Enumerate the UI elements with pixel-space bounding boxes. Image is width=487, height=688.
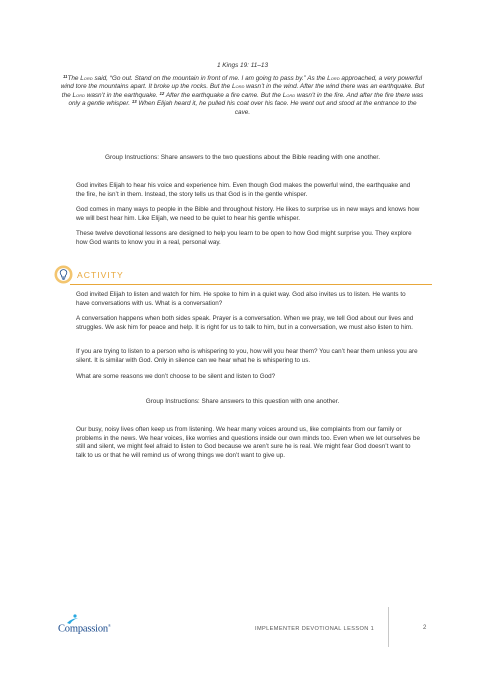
footer-divider xyxy=(388,607,389,647)
activity-paragraph-1: God invited Elijah to listen and watch for him. He spoke to him in a quiet way. God also invites us to listen. He wants to have conversations with us. What is a conversation? xyxy=(76,291,406,307)
page-number: 2 xyxy=(423,625,427,631)
scripture-text: $^{11}$The Lord said, “Go out. Stand on the mountain in front of me. I am going to pass by.” As the Lord approached, a very powerful wind tore the mountains apart. It broke up the rocks. But the Lord wasn’t in the wind. After the wind there was an earthquake. But the Lord wasn’t in the earthquake. $^{12}$ After the earthquake a fire came. But the Lord wasn’t in the fire. And after the fire there was only a gentle whisper. $^{13}$ When Elijah heard it, he pulled his coat over his face. He went out and stood at the entrance to the cave. xyxy=(60,73,425,116)
lightbulb-icon xyxy=(54,265,73,284)
activity-title: ACTIVITY xyxy=(77,270,124,280)
activity-divider xyxy=(70,284,432,285)
logo-wordmark: Compassion® xyxy=(58,623,111,635)
closing-paragraph: Our busy, noisy lives often keep us from listening. We hear many voices around us, like complaints from our family or problems in the news. We hear voices, like worries and questions inside our own minds too. Even when we let ourselves be still and silent, we might feel afraid to listen to God because we aren’t sure he is real. We might fear God doesn’t want to talk to us or that he will remind us of wrong things we don’t want to give up. xyxy=(76,426,420,460)
running-title: IMPLEMENTER DEVOTIONAL LESSON 1 xyxy=(255,626,375,632)
compassion-logo xyxy=(58,614,128,636)
intro-paragraph-1: God invites Elijah to hear his voice and experience him. Even though God makes the powerful wind, the earthquake and the fire, he isn’t in them. Instead, the story tells us that God is in the gentle whisper. xyxy=(76,182,411,198)
activity-paragraph-3: If you are trying to listen to a person who is whispering to you, how will you hear them? You can’t hear them unless you are silent. It is similar with God. Only in silence can we hear what he is whispering to us. xyxy=(76,348,418,364)
scripture-citation: 1 Kings 19: 11–13 xyxy=(216,62,269,69)
intro-paragraph-2: God comes in many ways to people in the Bible and throughout history. He likes to surprise us in new ways and knows how we will best hear him. Like Elijah, we need to be quiet to hear his gentle whisper. xyxy=(76,206,420,222)
scripture-passage xyxy=(60,62,425,118)
group-instructions-reading: Group Instructions: Share answers to the two questions about the Bible reading with one another. xyxy=(105,154,380,161)
verse-number-13: 13 xyxy=(131,99,137,105)
group-instructions-question: Group Instructions: Share answers to this question with one another. xyxy=(145,398,340,405)
verse-number-12: 12 xyxy=(159,90,165,96)
activity-header xyxy=(54,265,432,285)
verse-number-11: 11 xyxy=(62,73,68,79)
activity-paragraph-4: What are some reasons we don’t choose to be silent and listen to God? xyxy=(76,373,276,380)
intro-paragraph-3: These twelve devotional lessons are designed to help you learn to be open to how God might surprise you. They explore how God wants to know you in a real, personal way. xyxy=(76,230,412,246)
activity-paragraph-2: A conversation happens when both sides speak. Prayer is a conversation. When we pray, we tell God about our lives and struggles. We ask him for peace and help. It is right for us to talk to him, but in a conversation, we must also listen to him. xyxy=(76,315,414,331)
